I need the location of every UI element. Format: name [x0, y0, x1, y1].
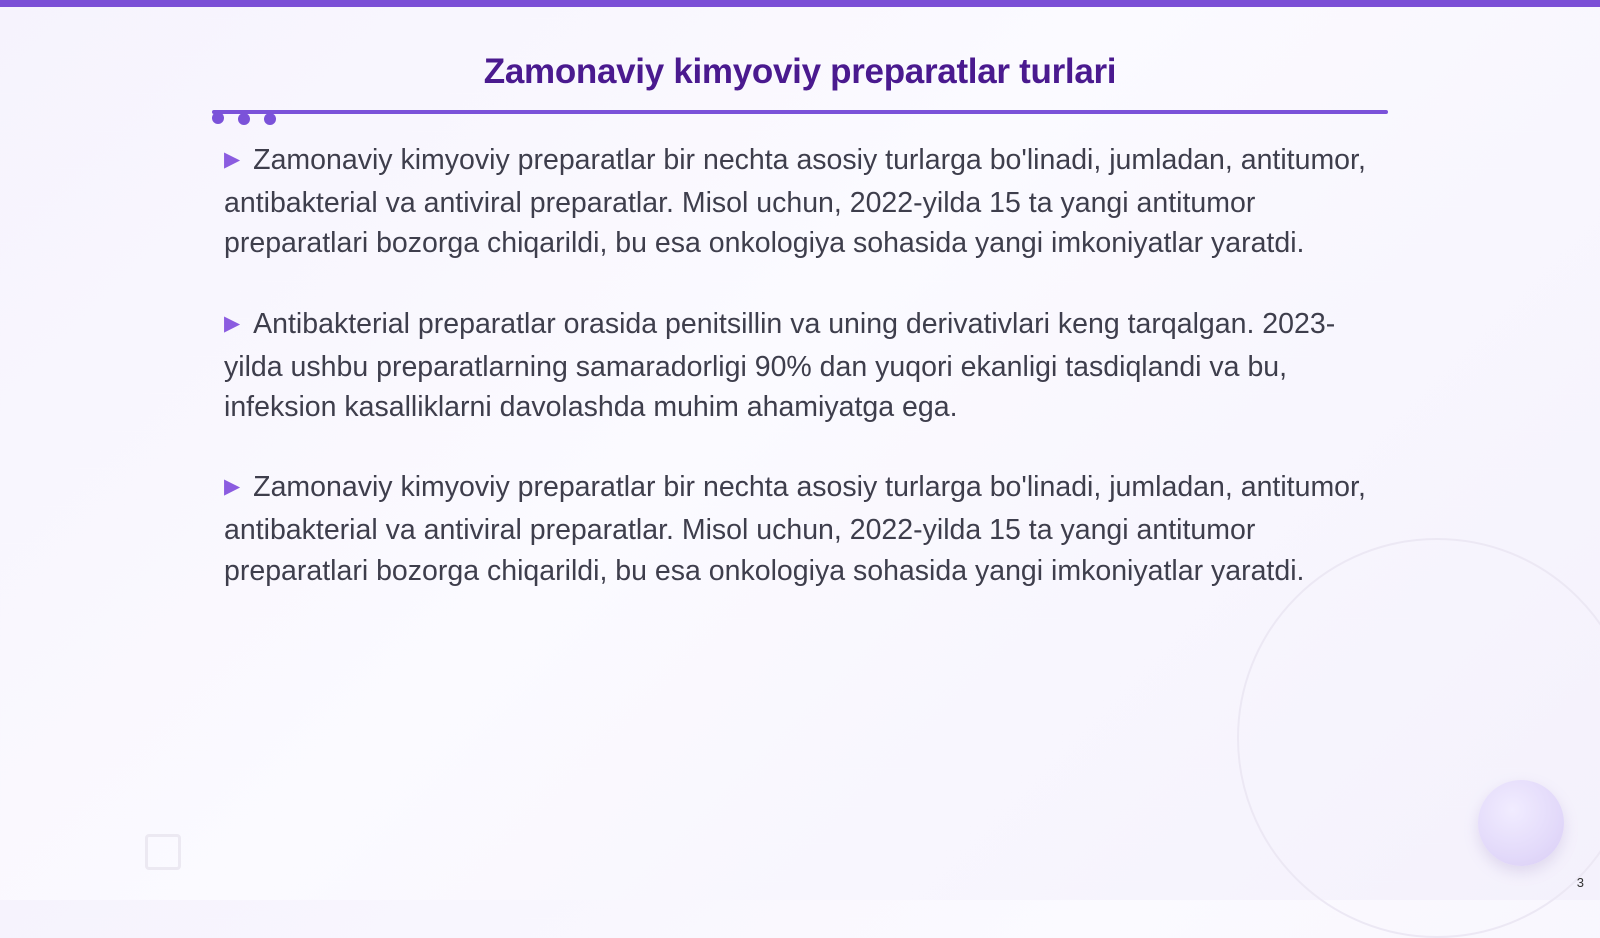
title-underline	[212, 110, 1388, 114]
decorative-dot	[264, 113, 276, 125]
slide-title: Zamonaviy kimyoviy preparatlar turlari	[483, 52, 1117, 91]
bullet-arrow-icon: ▶	[224, 475, 241, 499]
bullet-arrow-icon: ▶	[224, 311, 241, 335]
paragraph-text: Zamonaviy kimyoviy preparatlar bir nechta asosiy turlarga bo'linadi, jumladan, antitumor, antibakterial va antiviral preparatlar. Misol uchun, 2022-yilda 15 ta yangi antitumor preparatlari bozorga chiqarildi, bu esa onkologiya sohasida yangi imkoniyatlar yaratdi.	[224, 471, 1366, 587]
bullet-paragraph-1	[224, 140, 1374, 264]
top-accent-bar	[0, 0, 1600, 7]
paragraph-text: Zamonaviy kimyoviy preparatlar bir nechta asosiy turlarga bo'linadi, jumladan, antitumor, antibakterial va antiviral preparatlar. Misol uchun, 2022-yilda 15 ta yangi antitumor preparatlari bozorga chiqarildi, bu esa onkologiya sohasida yangi imkoniyatlar yaratdi.	[224, 144, 1366, 260]
decorative-dot	[238, 113, 250, 125]
decorative-sphere	[1478, 780, 1564, 866]
page-number: 3	[1576, 875, 1584, 890]
bullet-paragraph-2	[224, 304, 1374, 428]
bullet-paragraph-3	[224, 467, 1374, 591]
decorative-dot	[212, 112, 224, 124]
slide-body	[224, 140, 1374, 631]
decorative-square-outline	[145, 834, 181, 870]
bullet-arrow-icon: ▶	[224, 148, 241, 171]
paragraph-text: Antibakterial preparatlar orasida penitsillin va uning derivativlari keng tarqalgan. 2023-yilda ushbu preparatlarning samaradorligi 90% dan yuqori ekanligi tasdiqlandi va bu, infeksion kasalliklarni davolashda muhim ahamiyatga ega.	[224, 307, 1336, 424]
